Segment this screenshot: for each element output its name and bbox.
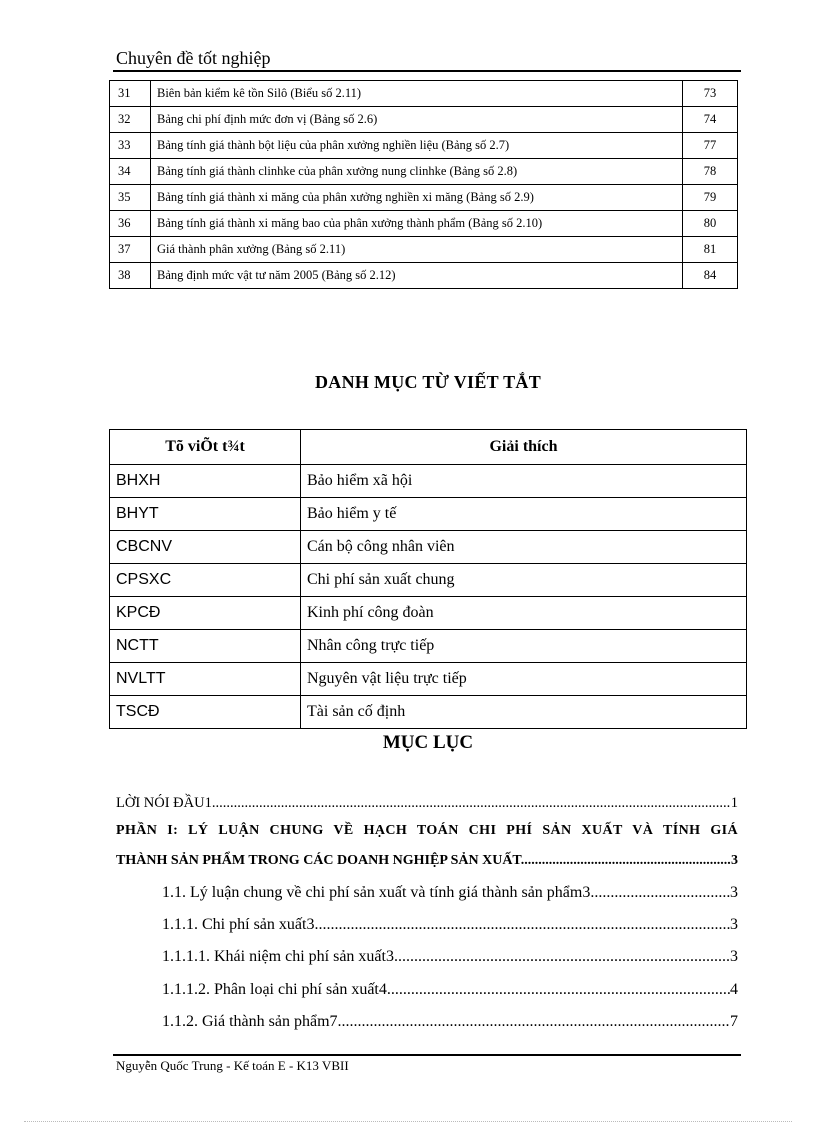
figure-title: Bảng tính giá thành clinhke của phân xưởng nung clinhke (Bảng số 2.8)	[151, 159, 683, 185]
abbreviation-code: NVLTT	[110, 663, 301, 696]
toc-entry-text: LỜI NÓI ĐẦU1	[116, 795, 212, 811]
toc-entry[interactable]	[162, 916, 738, 934]
table-row	[110, 465, 747, 498]
table-row	[110, 133, 738, 159]
figure-title: Biên bản kiểm kê tồn Silô (Biểu số 2.11)	[151, 81, 683, 107]
toc-leader	[590, 884, 730, 902]
toc-entry-text: THÀNH SẢN PHẨM TRONG CÁC DOANH NGHIỆP SẢN XUẤT.	[116, 853, 525, 868]
abbreviation-meaning: Bảo hiểm y tế	[301, 498, 747, 531]
figure-page: 73	[683, 81, 738, 107]
table-row	[110, 237, 738, 263]
table-row	[110, 663, 747, 696]
table-row	[110, 696, 747, 729]
toc-part1-line2[interactable]	[116, 853, 738, 869]
toc-entry-page: 4	[730, 981, 738, 998]
figure-number: 35	[110, 185, 151, 211]
toc-leader	[524, 853, 731, 869]
toc-entry-intro[interactable]	[116, 795, 738, 812]
figure-number: 37	[110, 237, 151, 263]
toc-entry-text: 1.1. Lý luận chung về chi phí sản xuất và tính giá thành sản phẩm3	[162, 884, 591, 901]
table-row	[110, 531, 747, 564]
toc-entry-text: 1.1.1.1. Khái niệm chi phí sản xuất3	[162, 948, 394, 965]
table-row	[110, 81, 738, 107]
figure-title: Bảng định mức vật tư năm 2005 (Bảng số 2.12)	[151, 263, 683, 289]
table-row	[110, 107, 738, 133]
abbreviation-meaning: Bảo hiểm xã hội	[301, 465, 747, 498]
toc-entry-text: 1.1.2. Giá thành sản phẩm7	[162, 1013, 338, 1030]
toc-leader	[338, 1013, 730, 1031]
abbreviation-meaning: Chi phí sản xuất chung	[301, 564, 747, 597]
figure-number: 31	[110, 81, 151, 107]
figure-number: 36	[110, 211, 151, 237]
toc-leader	[394, 948, 730, 966]
page-bottom-border	[24, 1121, 792, 1122]
toc-entry-page: 3	[730, 884, 738, 901]
figure-page: 81	[683, 237, 738, 263]
toc-entry-page: 1	[730, 795, 738, 811]
figure-title: Bảng tính giá thành xi măng của phân xưởng nghiền xi măng (Bảng số 2.9)	[151, 185, 683, 211]
abbreviations-table	[109, 429, 747, 729]
figures-table	[109, 80, 738, 289]
toc-leader	[387, 981, 730, 999]
abbreviation-meaning: Kinh phí công đoàn	[301, 597, 747, 630]
toc-entry-text: 1.1.1. Chi phí sản xuất3	[162, 916, 315, 933]
table-row	[110, 630, 747, 663]
footer-rule	[113, 1054, 741, 1056]
column-header-meaning: Giải thích	[301, 430, 747, 465]
table-header-row	[110, 430, 747, 465]
abbreviation-meaning: Nhân công trực tiếp	[301, 630, 747, 663]
toc-entry[interactable]	[162, 948, 738, 966]
toc-entry[interactable]	[162, 981, 738, 999]
header-rule	[113, 70, 741, 72]
toc-entry-page: 3	[730, 948, 738, 965]
figure-title: Bảng tính giá thành bột liệu của phân xưởng nghiền liệu (Bảng số 2.7)	[151, 133, 683, 159]
figure-page: 79	[683, 185, 738, 211]
abbreviation-code: CBCNV	[110, 531, 301, 564]
figure-title: Bảng chi phí định mức đơn vị (Bảng số 2.6)	[151, 107, 683, 133]
table-row	[110, 211, 738, 237]
table-row	[110, 159, 738, 185]
abbreviation-meaning: Cán bộ công nhân viên	[301, 531, 747, 564]
column-header-code: Tõ viÕt t¾t	[110, 430, 301, 465]
table-row	[110, 564, 747, 597]
figure-page: 78	[683, 159, 738, 185]
table-row	[110, 597, 747, 630]
abbreviation-meaning: Nguyên vật liệu trực tiếp	[301, 663, 747, 696]
figure-page: 80	[683, 211, 738, 237]
toc-part1-line1[interactable]: PHẦN I: LÝ LUẬN CHUNG VỀ HẠCH TOÁN CHI PHÍ SẢN XUẤT VÀ TÍNH GIÁ	[116, 823, 738, 838]
toc-title: MỤC LỤC	[382, 732, 474, 753]
figure-title: Bảng tính giá thành xi măng bao của phân xưởng thành phẩm (Bảng số 2.10)	[151, 211, 683, 237]
table-row	[110, 185, 738, 211]
toc-leader	[212, 795, 731, 812]
abbreviations-title: DANH MỤC TỪ VIẾT TẮT	[314, 372, 542, 392]
figure-page: 74	[683, 107, 738, 133]
toc-entry-text: 1.1.1.2. Phân loại chi phí sản xuất4	[162, 981, 387, 998]
toc-entry[interactable]	[162, 884, 738, 902]
abbreviation-code: BHXH	[110, 465, 301, 498]
toc-entry-page: 3	[731, 853, 738, 868]
abbreviation-code: NCTT	[110, 630, 301, 663]
abbreviation-code: BHYT	[110, 498, 301, 531]
page-footer: Nguyễn Quốc Trung - Kế toán E - K13 VBII	[116, 1058, 349, 1073]
abbreviation-meaning: Tài sản cố định	[301, 696, 747, 729]
toc-entry[interactable]	[162, 1013, 738, 1031]
toc-entry-page: 7	[730, 1013, 738, 1030]
toc-entry-page: 3	[730, 916, 738, 933]
figure-number: 34	[110, 159, 151, 185]
page-header-title: Chuyên đề tốt nghiệp	[116, 48, 271, 68]
abbreviation-code: KPCĐ	[110, 597, 301, 630]
table-row	[110, 263, 738, 289]
abbreviation-code: CPSXC	[110, 564, 301, 597]
toc-leader	[314, 916, 730, 934]
figure-number: 38	[110, 263, 151, 289]
abbreviation-code: TSCĐ	[110, 696, 301, 729]
figure-page: 77	[683, 133, 738, 159]
figure-number: 32	[110, 107, 151, 133]
figure-number: 33	[110, 133, 151, 159]
figure-page: 84	[683, 263, 738, 289]
figure-title: Giá thành phân xưởng (Bảng số 2.11)	[151, 237, 683, 263]
table-row	[110, 498, 747, 531]
